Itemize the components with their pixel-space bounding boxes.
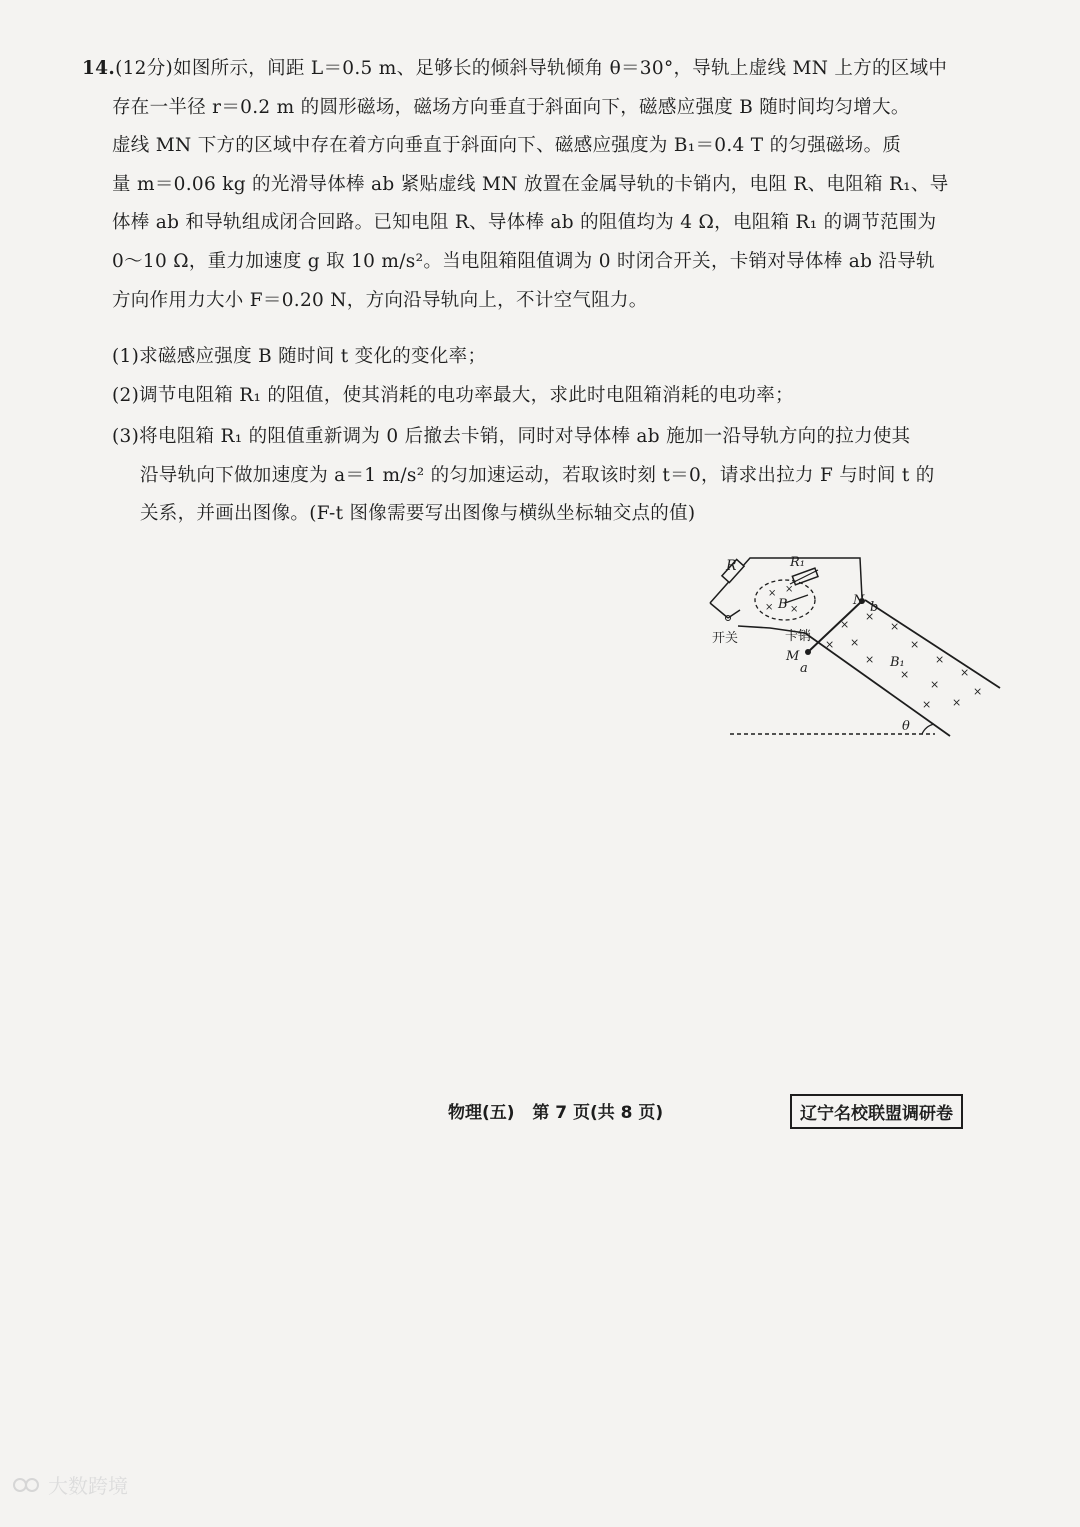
svg-text:×: × [922,698,932,711]
label-M: M [786,649,800,664]
stem-line-3: 虚线 MN 下方的区域中存在着方向垂直于斜面向下、磁感应强度为 B₁＝0.4 T 的匀强磁场。质 [112,135,902,157]
svg-text:×: × [825,638,835,651]
label-switch: 开关 [712,631,739,646]
sub-question-3-line-1: (3)将电阻箱 R₁ 的阻值重新调为 0 后撤去卡销，同时对导体棒 ab 施加一沿导轨方向的拉力使其 [112,426,911,447]
question-points: (12分) [115,58,174,79]
label-B: B [778,597,788,612]
label-b: b [870,600,879,615]
svg-text:×: × [850,636,860,649]
footer-page-info [448,1098,663,1123]
theta-arc-icon [922,724,934,734]
radius-arrow-icon [785,595,808,603]
svg-text:×: × [960,666,970,679]
svg-text:×: × [765,602,774,613]
stem-line-5: 体棒 ab 和导轨组成闭合回路。已知电阻 R、导体棒 ab 的阻值均为 4 Ω，电阻箱 R₁ 的调节范围为 [112,212,937,234]
sub-question-2: (2)调节电阻箱 R₁ 的阻值，使其消耗的电功率最大，求此时电阻箱消耗的电功率； [112,385,794,406]
rail-upper [865,600,1000,688]
svg-text:×: × [768,588,777,599]
svg-text:×: × [973,685,983,698]
watermark [12,1470,128,1499]
svg-text:×: × [865,610,875,623]
svg-text:×: × [952,696,962,709]
sub-question-1: (1)求磁感应强度 B 随时间 t 变化的变化率； [112,346,487,367]
label-R: R [726,558,737,574]
sub-question-3-line-3: 关系，并画出图像。(F-t 图像需要写出图像与横纵坐标轴交点的值) [140,503,696,525]
stem-line-4: 量 m＝0.06 kg 的光滑导体棒 ab 紧贴虚线 MN 放置在金属导轨的卡销内，电阻 R、电阻箱 R₁、导 [112,173,949,195]
question-14-stem [82,50,1002,320]
footer-series-badge: 辽宁名校联盟调研卷 [790,1094,963,1129]
page-footer [0,1090,1080,1130]
watermark-logo-icon [12,1474,42,1496]
svg-text:×: × [790,604,799,615]
svg-text:×: × [910,638,920,651]
watermark-text: 大数跨境 [48,1474,128,1498]
footer-page-number: 第 7 页(共 8 页) [532,1103,664,1123]
circuit-figure [690,548,1010,748]
stem-line-7: 方向作用力大小 F＝0.20 N，方向沿导轨向上，不计空气阻力。 [112,289,648,311]
svg-text:×: × [865,653,875,666]
footer-subject: 物理(五) [448,1103,515,1123]
svg-text:×: × [935,653,945,666]
stem-line-2: 存在一半径 r＝0.2 m 的圆形磁场，磁场方向垂直于斜面向下，磁感应强度 B 随时间均匀增大。 [112,96,910,118]
svg-text:×: × [890,620,900,633]
label-B1: B₁ [890,655,905,670]
question-number: 14. [82,58,116,79]
label-R1: R₁ [790,555,805,570]
stem-line-6: 0～10 Ω，重力加速度 g 取 10 m/s²。当电阻箱阻值调为 0 时闭合开关，卡销对导体棒 ab 沿导轨 [112,250,935,272]
stem-line-1-text: 如图所示，间距 L＝0.5 m、足够长的倾斜导轨倾角 θ＝30°，导轨上虚线 MN 上方的区域中 [173,58,948,79]
label-theta: θ [902,719,910,734]
label-N: N [853,593,865,608]
svg-text:×: × [785,584,794,595]
label-a: a [800,661,808,676]
sub-question-3-line-2: 沿导轨向下做加速度为 a＝1 m/s² 的匀加速运动，若取该时刻 t＝0，请求出拉力 F 与时间 t 的 [140,464,935,486]
label-pin: 卡销 [785,629,812,644]
svg-text:×: × [930,678,940,691]
point-a [805,649,811,655]
stem-line-1 [82,50,1002,89]
circuit-wire-left [710,603,728,618]
svg-text:×: × [900,668,910,681]
sub-question-3 [112,418,1002,534]
svg-text:×: × [840,618,850,631]
